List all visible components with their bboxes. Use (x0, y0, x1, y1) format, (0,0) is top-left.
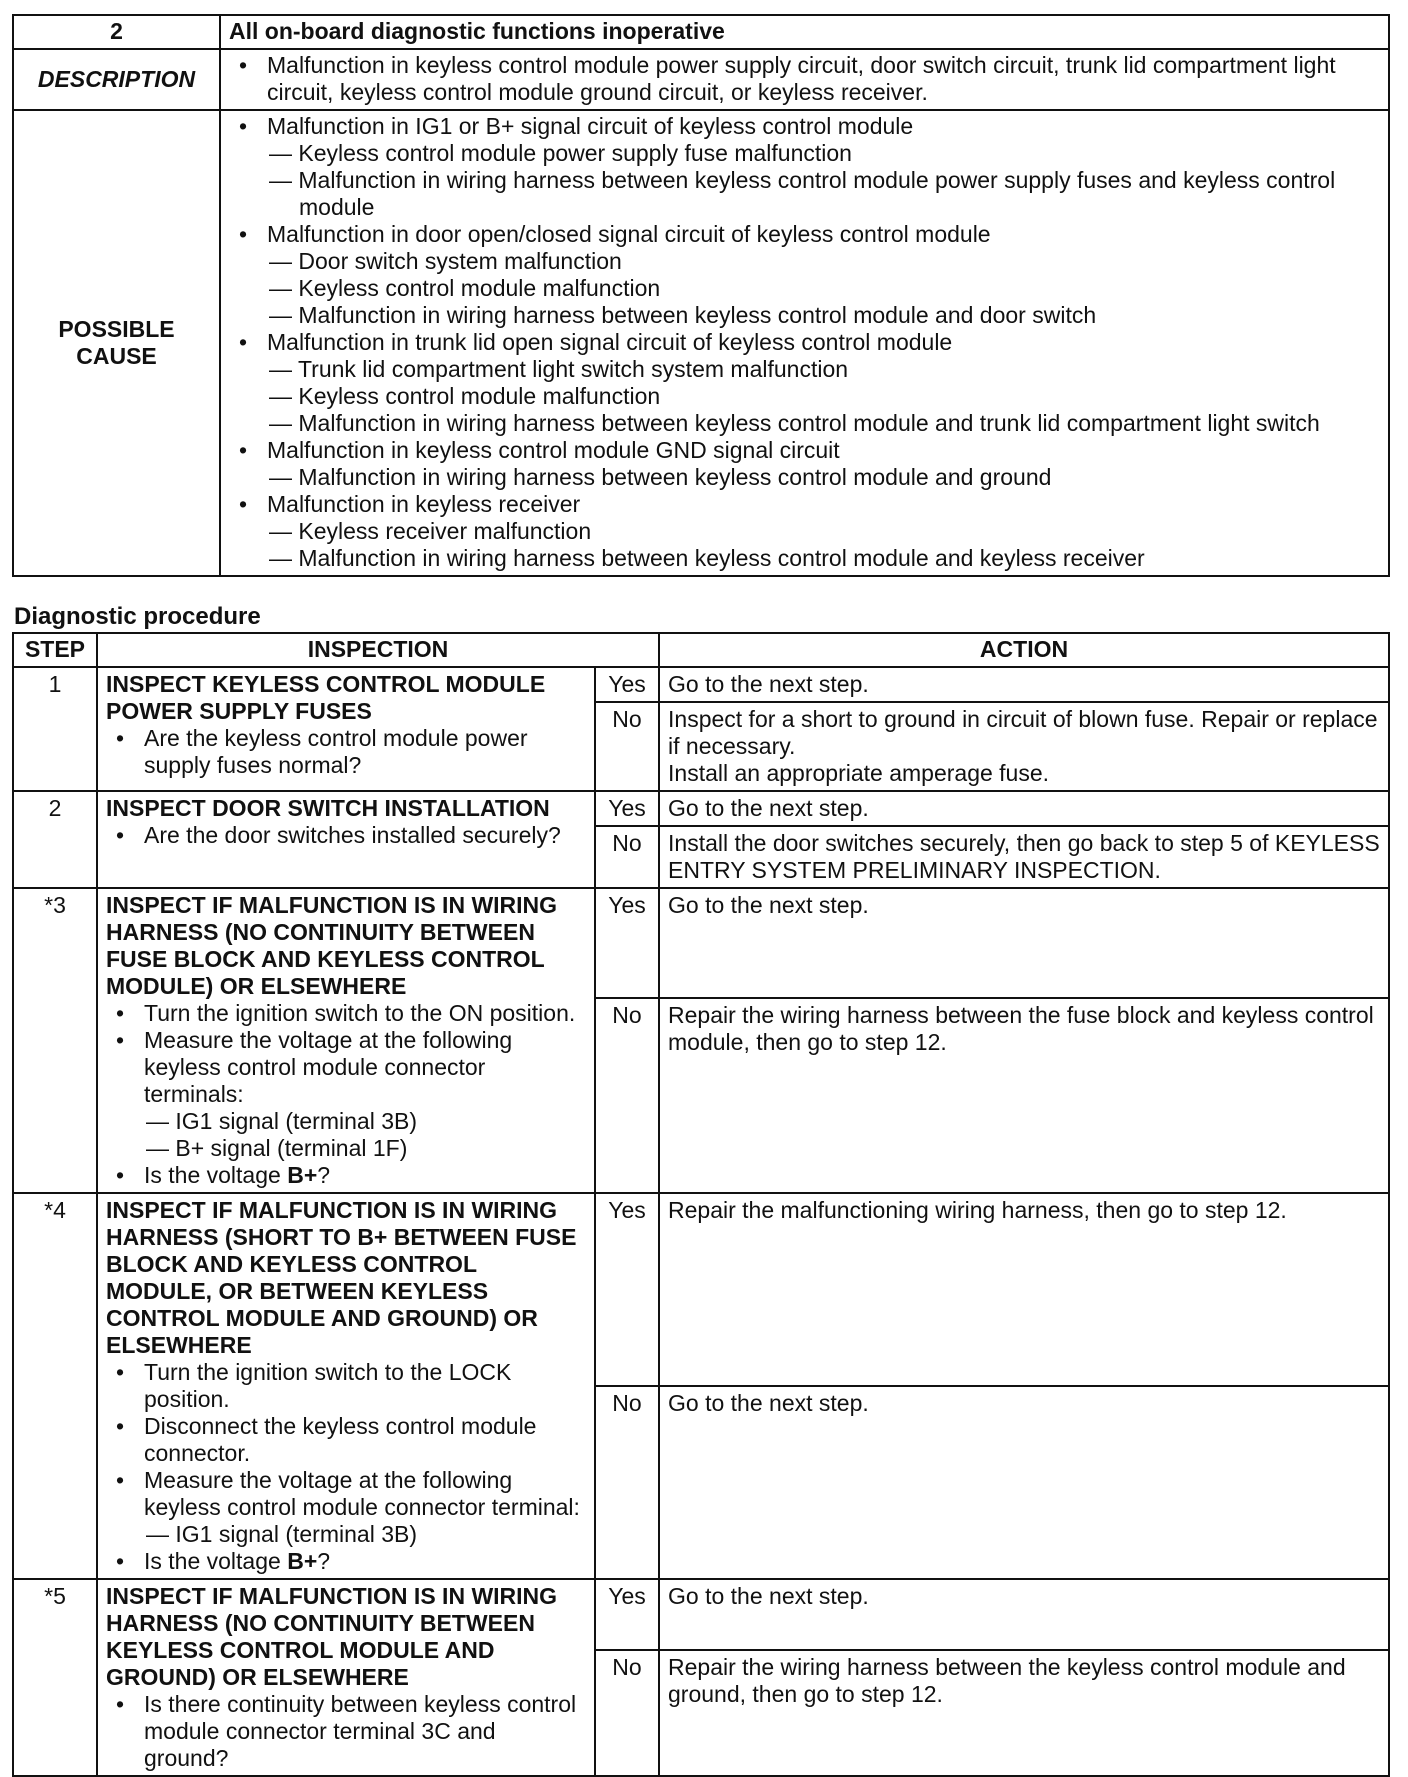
inspection-subitem (106, 1108, 586, 1135)
possible-cause-list (229, 113, 1380, 572)
inspection-item (106, 1413, 586, 1467)
step-number: *4 (13, 1193, 97, 1579)
inspection-item (106, 1027, 586, 1108)
header-action: ACTION (659, 633, 1389, 667)
description-item: • Malfunction in keyless control module power supply circuit, door switch circuit, trunk lid compartment light circuit, keyless control module ground circuit, or keyless receiver. (229, 52, 1380, 106)
fault-title: All on-board diagnostic functions inoperative (220, 15, 1389, 49)
step-inspection (97, 1193, 595, 1579)
yes-action: Repair the malfunctioning wiring harness, then go to step 12. (659, 1193, 1389, 1386)
no-action-text: Go to the next step. (668, 1390, 869, 1416)
yes-action: Go to the next step. (659, 667, 1389, 702)
possible-cause-subitem: — Trunk lid compartment light switch system malfunction (269, 356, 849, 382)
procedure-table (12, 632, 1390, 1777)
inspection-item (106, 1691, 586, 1772)
step-row (13, 667, 1389, 702)
description-row (13, 49, 1389, 110)
step-inspection (97, 888, 595, 1193)
no-label: No (595, 1386, 659, 1579)
step-inspection-title: INSPECT DOOR SWITCH INSTALLATION (106, 795, 550, 821)
header-step: STEP (13, 633, 97, 667)
no-action-text: Repair the wiring harness between the fuse block and keyless control module, then go to step 12. (668, 1002, 1374, 1056)
step-inspection-list (106, 1000, 586, 1189)
no-action (659, 998, 1389, 1193)
step-inspection (97, 667, 595, 791)
inspection-subitem (106, 1521, 586, 1548)
inspection-tail: ? (317, 1162, 331, 1188)
no-label: No (595, 826, 659, 888)
inspection-item (106, 1548, 586, 1575)
procedure-title: Diagnostic procedure (14, 603, 261, 630)
yes-action: Go to the next step. (659, 1579, 1389, 1650)
header-inspection: INSPECTION (97, 633, 659, 667)
step-inspection-title: INSPECT IF MALFUNCTION IS IN WIRING HARNESS (NO CONTINUITY BETWEEN FUSE BLOCK AND KEYLESS CONTROL MODULE) OR ELSEWHERE (106, 892, 558, 999)
yes-action: Go to the next step. (659, 791, 1389, 826)
inspection-text: Are the keyless control module power supply fuses normal? (144, 725, 528, 778)
inspection-text: — B+ signal (terminal 1F) (146, 1135, 408, 1161)
step-inspection-list (106, 822, 586, 849)
inspection-text: Disconnect the keyless control module connector. (144, 1413, 537, 1466)
description-cell (220, 49, 1389, 110)
no-action-text-2: Install an appropriate amperage fuse. (668, 760, 1050, 786)
no-label: No (595, 702, 659, 791)
inspection-subitem (106, 1135, 586, 1162)
no-action-text: Repair the wiring harness between the keyless control module and ground, then go to step 12. (668, 1654, 1346, 1708)
description-list (229, 52, 1380, 106)
inspection-tail: ? (317, 1548, 331, 1574)
step-row (13, 1579, 1389, 1650)
yes-label: Yes (595, 888, 659, 998)
possible-cause-subitem: — Malfunction in wiring harness between keyless control module power supply fuses and keyless control module (269, 167, 1336, 220)
step-inspection-title: INSPECT KEYLESS CONTROL MODULE POWER SUPPLY FUSES (106, 671, 546, 724)
step-inspection-list (106, 1359, 586, 1575)
step-row (13, 1193, 1389, 1386)
step-row (13, 888, 1389, 998)
no-action (659, 1650, 1389, 1776)
fault-header-row (13, 15, 1389, 49)
inspection-text: Turn the ignition switch to the LOCK position. (144, 1359, 512, 1412)
no-action-text: Install the door switches securely, then go back to step 5 of KEYLESS ENTRY SYSTEM PRELIMINARY INSPECTION. (668, 830, 1380, 883)
yes-label: Yes (595, 667, 659, 702)
inspection-text: Turn the ignition switch to the ON position. (144, 1000, 576, 1026)
no-action (659, 702, 1389, 791)
yes-label: Yes (595, 1193, 659, 1386)
fault-table (12, 14, 1390, 577)
inspection-item (106, 1000, 586, 1027)
no-label: No (595, 998, 659, 1193)
inspection-item (106, 725, 586, 779)
inspection-text: — IG1 signal (terminal 3B) (146, 1108, 417, 1134)
step-inspection (97, 791, 595, 888)
possible-cause-row (13, 110, 1389, 576)
step-inspection-list (106, 725, 586, 779)
possible-cause-subitem: — Keyless control module malfunction (269, 383, 661, 409)
yes-label: Yes (595, 791, 659, 826)
possible-cause-subitem: — Malfunction in wiring harness between keyless control module and ground (269, 464, 1052, 490)
yes-label: Yes (595, 1579, 659, 1650)
inspection-bold-value: B+ (287, 1162, 318, 1188)
inspection-item (106, 822, 586, 849)
possible-cause-item: • Malfunction in IG1 or B+ signal circuit of keyless control module (229, 113, 1380, 140)
possible-cause-subitem: — Keyless control module power supply fuse malfunction (269, 140, 852, 166)
step-number: *3 (13, 888, 97, 1193)
step-inspection-title: INSPECT IF MALFUNCTION IS IN WIRING HARNESS (SHORT TO B+ BETWEEN FUSE BLOCK AND KEYLESS CONTROL MODULE, OR BETWEEN KEYLESS CONTROL MODULE AND GROUND) OR ELSEWHERE (106, 1197, 577, 1358)
procedure-body (13, 667, 1389, 1776)
inspection-text: Measure the voltage at the following keyless control module connector terminals: (144, 1027, 513, 1107)
procedure-header-row (13, 633, 1389, 667)
inspection-text: Is there continuity between keyless control module connector terminal 3C and ground? (144, 1691, 577, 1771)
inspection-text: Are the door switches installed securely? (144, 822, 561, 848)
possible-cause-cell (220, 110, 1389, 576)
fault-number: 2 (13, 15, 220, 49)
possible-cause-subitem: — Malfunction in wiring harness between keyless control module and trunk lid compartment light switch (269, 410, 1320, 436)
possible-cause-subitem: — Keyless control module malfunction (269, 275, 661, 301)
page (12, 14, 1390, 1777)
inspection-text: Is the voltage (144, 1548, 288, 1574)
step-row (13, 791, 1389, 826)
possible-cause-subitem: — Door switch system malfunction (269, 248, 622, 274)
possible-cause-label: POSSIBLE CAUSE (13, 110, 220, 576)
step-inspection-title: INSPECT IF MALFUNCTION IS IN WIRING HARNESS (NO CONTINUITY BETWEEN KEYLESS CONTROL MODULE AND GROUND) OR ELSEWHERE (106, 1583, 558, 1690)
no-action (659, 826, 1389, 888)
step-inspection (97, 1579, 595, 1776)
inspection-text: Is the voltage (144, 1162, 288, 1188)
inspection-text: Measure the voltage at the following keyless control module connector terminal: (144, 1467, 580, 1520)
step-number: 2 (13, 791, 97, 888)
possible-cause-item: • Malfunction in keyless receiver (229, 491, 1380, 518)
inspection-item (106, 1162, 586, 1189)
yes-action: Go to the next step. (659, 888, 1389, 998)
possible-cause-subitem: — Keyless receiver malfunction (269, 518, 592, 544)
description-label: DESCRIPTION (13, 49, 220, 110)
step-inspection-list (106, 1691, 586, 1772)
inspection-item (106, 1467, 586, 1521)
possible-cause-item: • Malfunction in trunk lid open signal circuit of keyless control module (229, 329, 1380, 356)
inspection-text: — IG1 signal (terminal 3B) (146, 1521, 417, 1547)
step-number: *5 (13, 1579, 97, 1776)
no-action (659, 1386, 1389, 1579)
no-label: No (595, 1650, 659, 1776)
possible-cause-subitem: — Malfunction in wiring harness between keyless control module and door switch (269, 302, 1097, 328)
inspection-item (106, 1359, 586, 1413)
no-action-text: Inspect for a short to ground in circuit of blown fuse. Repair or replace if necessary. (668, 706, 1378, 759)
possible-cause-item: • Malfunction in door open/closed signal circuit of keyless control module (229, 221, 1380, 248)
step-number: 1 (13, 667, 97, 791)
possible-cause-subitem: — Malfunction in wiring harness between keyless control module and keyless receiver (269, 545, 1145, 571)
possible-cause-item: • Malfunction in keyless control module GND signal circuit (229, 437, 1380, 464)
inspection-bold-value: B+ (287, 1548, 318, 1574)
